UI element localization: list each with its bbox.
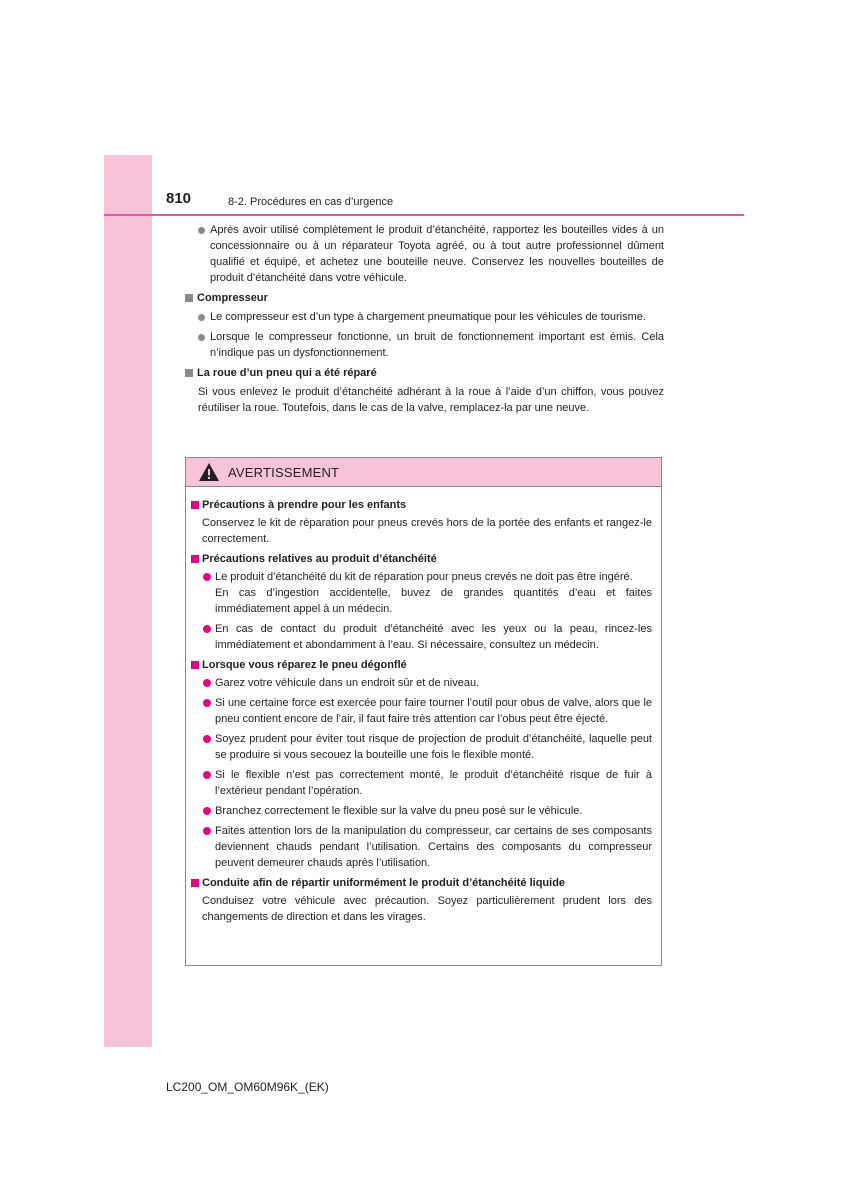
bullet-icon bbox=[198, 227, 205, 234]
repair-heading bbox=[190, 657, 652, 673]
sealant-bullet bbox=[190, 621, 652, 653]
repaired-wheel-heading bbox=[184, 365, 664, 381]
bullet-icon bbox=[203, 827, 211, 835]
square-bullet-icon bbox=[185, 294, 193, 302]
repair-bullet-text: Faites attention lors de la manipulation du compresseur, car certains de ses composants deviennent chauds pendant l’utilisation. Certains des composants du compresseur peuvent demeurer chauds après l’utilisation. bbox=[215, 825, 652, 869]
compressor-bullet bbox=[184, 309, 664, 325]
sealant-bullet-text: Le produit d’étanchéité du kit de réparation pour pneus crevés ne doit pas être ingéré. bbox=[215, 571, 633, 583]
warning-triangle-icon bbox=[198, 462, 220, 482]
warning-header bbox=[186, 458, 661, 487]
repaired-wheel-text: Si vous enlevez le produit d’étanchéité adhérant à la roue à l’aide d’un chiffon, vous pouvez réutiliser la roue. Toutefois, dans le cas de la valve, remplacez-la par une neuve. bbox=[198, 386, 664, 414]
bullet-icon bbox=[203, 771, 211, 779]
bullet-icon bbox=[203, 625, 211, 633]
bullet-icon bbox=[198, 314, 205, 321]
bullet-icon bbox=[203, 573, 211, 581]
sealant-heading-text: Précautions relatives au produit d’étanchéité bbox=[202, 553, 437, 565]
bullet-icon bbox=[203, 679, 211, 687]
driving-heading bbox=[190, 875, 652, 891]
repair-bullet bbox=[190, 675, 652, 691]
bullet-icon bbox=[203, 807, 211, 815]
sealant-bullet bbox=[190, 569, 652, 617]
main-content bbox=[184, 222, 664, 420]
compressor-bullet-text: Le compresseur est d’un type à chargement pneumatique pour les véhicules de tourisme. bbox=[210, 311, 646, 323]
repair-bullet-text: Si une certaine force est exercée pour faire tourner l’outil pour obus de valve, alors que le pneu contient encore de l’air, il faut faire très attention car l’obus peut être éjecté. bbox=[215, 697, 652, 725]
repair-bullet bbox=[190, 803, 652, 819]
page-number: 810 bbox=[166, 190, 192, 207]
warning-box bbox=[185, 457, 662, 966]
repair-bullet-text: Si le flexible n’est pas correctement monté, le produit d’étanchéité risque de fuir à l’extérieur pendant l’opération. bbox=[215, 769, 652, 797]
warning-body bbox=[186, 487, 661, 925]
compressor-bullet-text: Lorsque le compresseur fonctionne, un bruit de fonctionnement important est émis. Cela n’indique pas un dysfonctionnement. bbox=[210, 331, 664, 359]
repair-bullet-text: Garez votre véhicule dans un endroit sûr et de niveau. bbox=[215, 677, 480, 689]
bullet-icon bbox=[203, 735, 211, 743]
repair-bullet-text: Soyez prudent pour éviter tout risque de projection de produit d’étanchéité, laquelle peut se produire si vous secouez la bouteille une fois le flexible monté. bbox=[215, 733, 652, 761]
bullet-icon bbox=[203, 699, 211, 707]
intro-bullet bbox=[184, 222, 664, 286]
intro-bullet-text: Après avoir utilisé complètement le produit d’étanchéité, rapportez les bouteilles vides à un concessionnaire ou à un réparateur Toyota agréé, ou à tout autre professionnel dûment qualifié et équipé, et achetez une bouteille neuve. Conservez les nouvelles bouteilles de produit d’étanchéité dans votre véhicule. bbox=[210, 224, 664, 284]
compressor-heading bbox=[184, 290, 664, 306]
bullet-icon bbox=[198, 334, 205, 341]
driving-heading-text: Conduite afin de répartir uniformément le produit d’étanchéité liquide bbox=[202, 877, 566, 889]
section-title: 8-2. Procédures en cas d’urgence bbox=[228, 196, 394, 208]
repair-bullet bbox=[190, 823, 652, 871]
header-rule bbox=[104, 214, 744, 216]
sealant-heading bbox=[190, 551, 652, 567]
square-bullet-icon bbox=[191, 879, 199, 887]
square-bullet-icon bbox=[185, 369, 193, 377]
sealant-bullet-text: En cas de contact du produit d’étanchéité avec les yeux ou la peau, rincez-les immédiatement et abondamment à l’eau. Si nécessaire, consultez un médecin. bbox=[215, 623, 652, 651]
repair-bullet bbox=[190, 767, 652, 799]
repaired-wheel-heading-text: La roue d’un pneu qui a été réparé bbox=[197, 367, 377, 379]
children-text: Conservez le kit de réparation pour pneus crevés hors de la portée des enfants et rangez-le correctement. bbox=[202, 517, 652, 545]
repair-heading-text: Lorsque vous réparez le pneu dégonflé bbox=[202, 659, 407, 671]
footer-code: LC200_OM_OM60M96K_(EK) bbox=[166, 1080, 329, 1094]
repair-bullet bbox=[190, 695, 652, 727]
square-bullet-icon bbox=[191, 501, 199, 509]
square-bullet-icon bbox=[191, 661, 199, 669]
side-tab-band bbox=[104, 155, 152, 1047]
driving-text: Conduisez votre véhicule avec précaution. Soyez particulièrement prudent lors des changements de direction et dans les virages. bbox=[202, 895, 652, 923]
warning-title: AVERTISSEMENT bbox=[228, 464, 340, 480]
children-heading-text: Précautions à prendre pour les enfants bbox=[202, 499, 407, 511]
children-heading bbox=[190, 497, 652, 513]
compressor-bullet bbox=[184, 329, 664, 361]
compressor-heading-text: Compresseur bbox=[197, 292, 268, 304]
repair-bullet bbox=[190, 731, 652, 763]
square-bullet-icon bbox=[191, 555, 199, 563]
sealant-bullet-text: En cas d’ingestion accidentelle, buvez de grandes quantités d’eau et faites immédiatement appel à un médecin. bbox=[215, 587, 652, 615]
repair-bullet-text: Branchez correctement le flexible sur la valve du pneu posé sur le véhicule. bbox=[215, 805, 583, 817]
